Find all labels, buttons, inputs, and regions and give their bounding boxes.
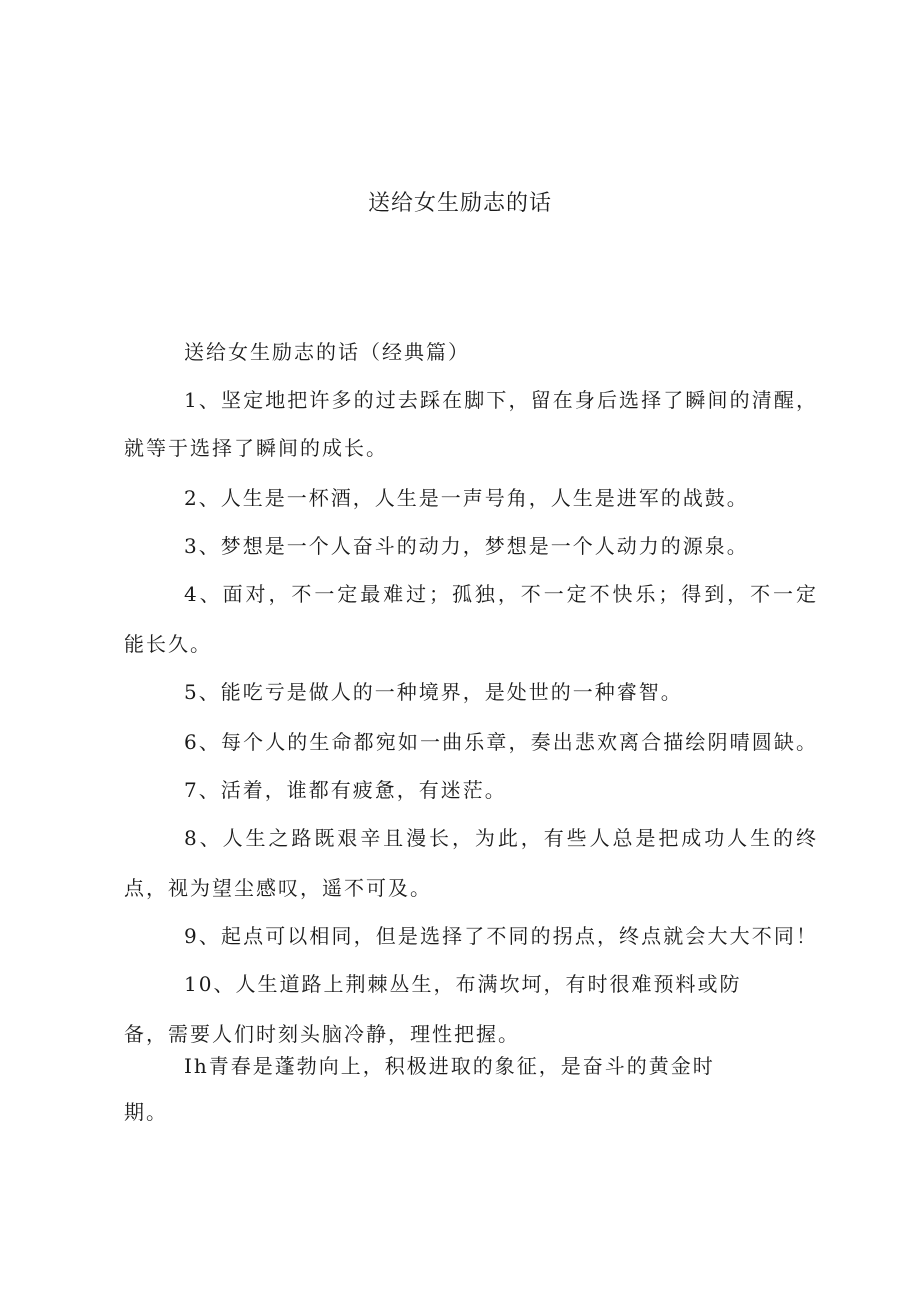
paragraph-line-14: 备，需要人们时刻头脑冷静，理性把握。 [124,1022,520,1046]
document-title: 送给女生励志的话 [367,191,552,216]
paragraph-line-8: 6、每个人的生命都宛如一曲乐章，奏出悲欢离合描绘阴晴圆缺。 [184,730,816,754]
paragraph-line-1: 1、坚定地把许多的过去踩在脚下，留在身后选择了瞬间的清醒， [184,388,816,412]
paragraph-line-5: 4、面对，不一定最难过；孤独，不一定不快乐；得到，不一定 [184,582,816,606]
paragraph-line-10: 8、人生之路既艰辛且漫长，为此，有些人总是把成功人生的终 [184,826,816,850]
paragraph-line-7: 5、能吃亏是做人的一种境界，是处世的一种睿智。 [184,680,683,704]
paragraph-line-3: 2、人生是一杯酒，人生是一声号角，人生是进军的战鼓。 [184,486,749,510]
section-heading: 送给女生励志的话（经典篇） [184,340,470,364]
paragraph-line-6: 能长久。 [124,632,212,656]
paragraph-line-13: 10、人生道路上荆棘丛生，布满坎坷，有时很难预料或防 [184,972,742,996]
paragraph-line-9: 7、活着，谁都有疲惫，有迷茫。 [184,778,507,802]
paragraph-line-16: 期。 [124,1100,168,1124]
paragraph-line-11: 点，视为望尘感叹，遥不可及。 [124,876,432,900]
paragraph-line-2: 就等于选择了瞬间的成长。 [124,436,388,460]
paragraph-line-15: Ih青春是蓬勃向上，积极进取的象征，是奋斗的黄金时 [184,1054,715,1078]
paragraph-line-4: 3、梦想是一个人奋斗的动力，梦想是一个人动力的源泉。 [184,534,749,558]
paragraph-line-12: 9、起点可以相同，但是选择了不同的拐点，终点就会大大不同！ [184,924,816,948]
